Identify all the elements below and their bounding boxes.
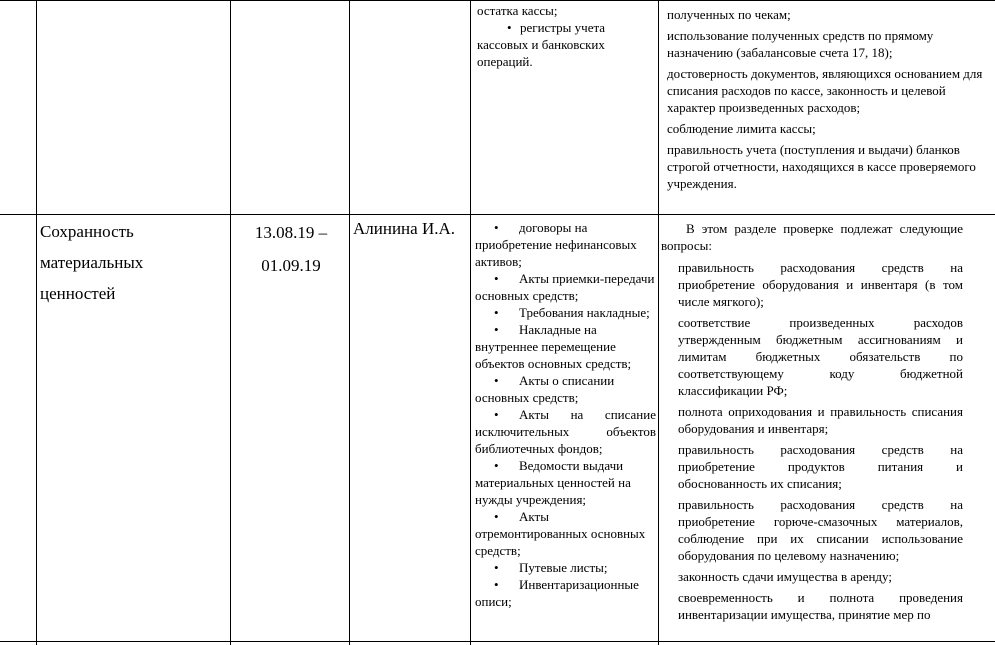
row2-doc-item: • Требования накладные; (494, 305, 650, 320)
row1-question: правильность учета (поступления и выдачи) бланков строгой отчетности, находящихся в кассе проверяемого учреждения. (667, 142, 976, 191)
bullet-icon: • (494, 220, 499, 235)
row2-doc-item: • Инвентаризационные описи; (475, 577, 639, 609)
row2-question: правильность расходования средств на приобретение продуктов питания и обоснованность их списания; (678, 442, 963, 491)
row1-documents-cell (475, 2, 655, 70)
row2-doc-item: • Акты на списание исключительных объектов библиотечных фондов; (475, 407, 656, 456)
row1-question: достоверность документов, являющихся основанием для списания расходов по кассе, законность и целевой характер произведенных расходов; (667, 66, 983, 115)
row2-subject: Сохранность материальных ценностей (40, 222, 144, 303)
row2-question: правильность расходования средств на приобретение оборудования и инвентаря (в том числе мягкого); (678, 260, 963, 309)
col-border-1 (230, 0, 231, 645)
bullet-icon: • (494, 322, 499, 337)
row1-question: соблюдение лимита кассы; (667, 121, 816, 136)
row1-questions-cell (667, 6, 985, 192)
row1-question: полученных по чекам; (667, 7, 791, 22)
bullet-icon: • (494, 509, 499, 524)
bullet-icon: • (494, 560, 499, 575)
row2-intro: В этом разделе проверке подлежат следующие вопросы: (661, 221, 963, 253)
row-border-bottom (0, 641, 995, 642)
col-border-0 (36, 0, 37, 645)
row2-question: соответствие произведенных расходов утвержденным бюджетным ассигнованиям и лимитам бюджетных обязательств по соответствующему коду бюджетной классификации РФ; (678, 315, 963, 398)
col-border-3 (470, 0, 471, 645)
bullet-icon: • (494, 458, 499, 473)
row2-doc-item: • Накладные на внутреннее перемещение объектов основных средств; (475, 322, 632, 371)
row-border (0, 214, 995, 215)
bullet-icon: • (494, 373, 499, 388)
row2-doc-item: • Путевые листы; (494, 560, 608, 575)
row2-doc-item: • Акты о списании основных средств; (475, 373, 615, 405)
bullet-icon: • (494, 407, 499, 422)
row2-doc-item: • договоры на приобретение нефинансовых активов; (475, 220, 637, 269)
row2-question: законность сдачи имущества в аренду; (678, 569, 892, 584)
row2-documents-cell (475, 219, 656, 610)
row-border-top (0, 0, 995, 1)
row2-responsible-person: Алинина И.А. (353, 219, 455, 238)
row1-doc-item: • регистры учета кассовых и банковских операций. (477, 20, 606, 69)
bullet-icon: • (494, 271, 499, 286)
row2-questions-cell (678, 259, 963, 641)
row2-doc-item: • Акты приемки-передачи основных средств; (475, 271, 655, 303)
row2-question: полнота оприходования и правильность списания оборудования и инвентаря; (678, 404, 963, 436)
col-border-4 (658, 0, 659, 645)
row2-dates: 13.08.19 – 01.09.19 (254, 223, 328, 275)
row1-question: использование полученных средств по прямому назначению (забалансовые счета 17, 18); (667, 28, 934, 60)
row2-question: правильность расходования средств на приобретение горюче-смазочных материалов, соблюдение при их списании использование оборудования по целевому назначению; (678, 497, 963, 563)
bullet-icon: • (507, 20, 512, 35)
bullet-icon: • (494, 305, 499, 320)
row2-doc-item: • Акты отремонтированных основных средств; (475, 509, 646, 558)
bullet-icon: • (494, 577, 499, 592)
row2-doc-item: • Ведомости выдачи материальных ценностей на нужды учреждения; (475, 458, 631, 507)
row2-question: своевременность и полнота проведения инвентаризации имущества, принятие мер по (678, 590, 963, 622)
col-border-2 (349, 0, 350, 645)
row1-doc-item: остатка кассы; (477, 3, 558, 18)
